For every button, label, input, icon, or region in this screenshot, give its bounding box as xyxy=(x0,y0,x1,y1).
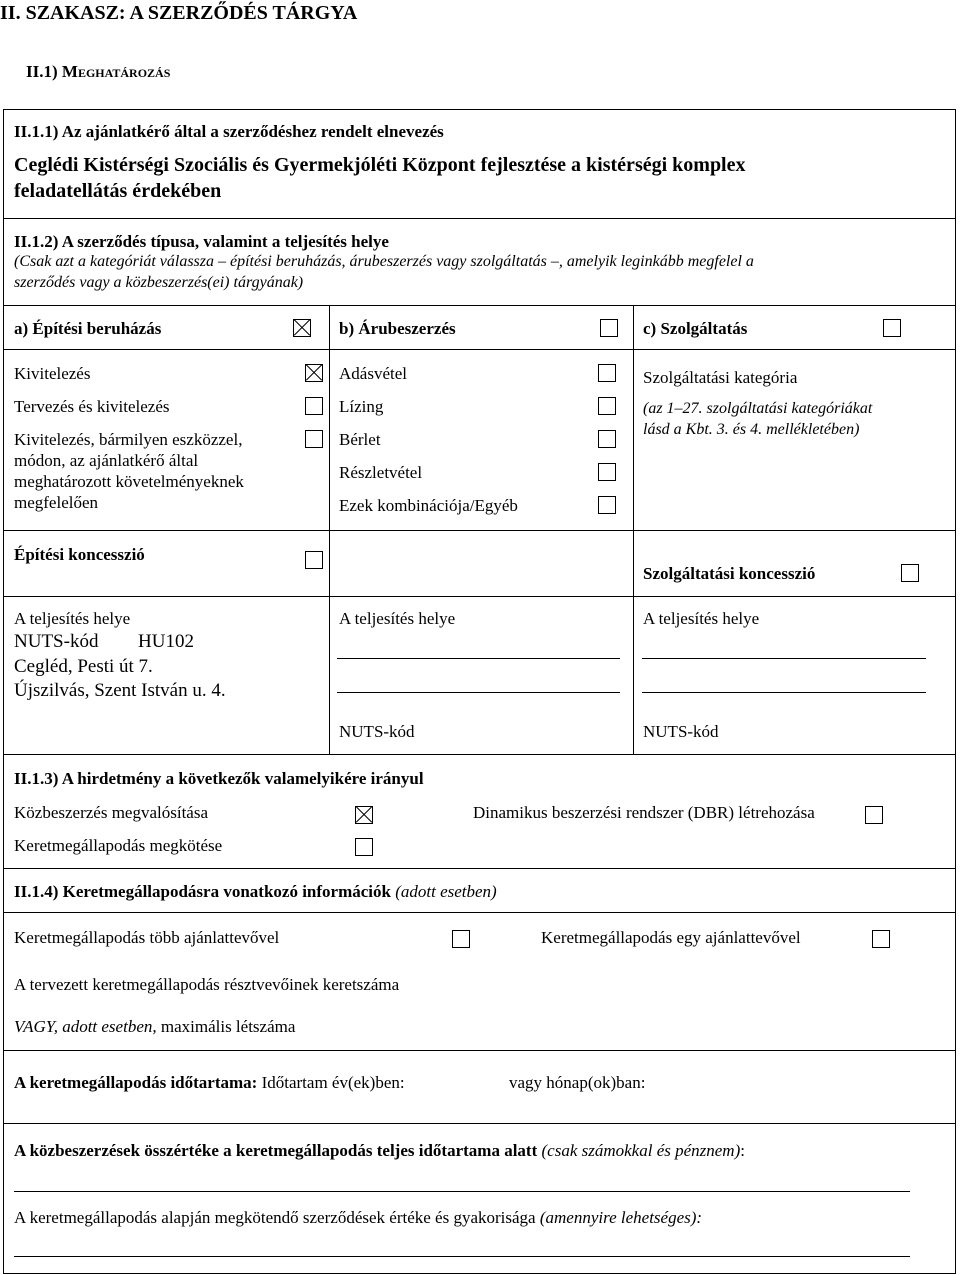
total-value-line xyxy=(14,1141,745,1161)
place-a-label: A teljesítés helye xyxy=(14,609,131,628)
place-b-field-line2[interactable] xyxy=(337,692,620,693)
place-c-label: A teljesítés helye xyxy=(643,609,760,628)
multi-framework-label: Keretmegállapodás több ajánlattevővel xyxy=(14,928,280,947)
option-tervezes-label: Tervezés és kivitelezés xyxy=(14,397,170,416)
place-a-nuts-value: HU102 xyxy=(138,631,194,652)
option-tervezes-checkbox[interactable] xyxy=(305,397,323,415)
contract-name-line1: Ceglédi Kistérségi Szociális és Gyermekjóléti Központ fejlesztése a kistérségi komplex xyxy=(14,154,746,176)
place-a-nuts-label: NUTS-kód xyxy=(14,631,99,652)
or-label: VAGY xyxy=(14,1017,54,1036)
duration-line xyxy=(14,1073,405,1093)
single-framework-label: Keretmegállapodás egy ajánlattevővel xyxy=(541,928,801,947)
contract-name-line2: feladatellátás érdekében xyxy=(14,180,222,202)
single-framework-checkbox[interactable] xyxy=(872,930,890,948)
category-a-checkbox[interactable] xyxy=(293,319,311,337)
option-barmilyen-label-line4: megfelelően xyxy=(14,493,99,512)
category-b-checkbox[interactable] xyxy=(600,319,618,337)
total-value-note: (csak számokkal és pénznem) xyxy=(541,1141,741,1160)
s112-note-line2: szerződés vagy a közbeszerzés(ei) tárgyának) xyxy=(14,274,304,291)
option-adasvetel-checkbox[interactable] xyxy=(598,364,616,382)
service-category-note-line2: lásd a Kbt. 3. és 4. mellékletében) xyxy=(643,421,860,438)
s114-label-note: (adott esetben) xyxy=(395,882,497,901)
contract-value-line xyxy=(14,1208,702,1228)
option-egyeb-label: Ezek kombinációja/Egyéb xyxy=(339,496,518,515)
option-reszletvetel-label: Részletvétel xyxy=(339,463,423,482)
contract-value-note: (amennyire lehetséges): xyxy=(539,1208,703,1227)
divider xyxy=(3,218,956,219)
build-concession-checkbox[interactable] xyxy=(305,551,323,569)
contract-value-label: A keretmegállapodás alapján megkötendő szerződések értéke és gyakorisága xyxy=(14,1208,536,1227)
planned-count-label: A tervezett keretmegállapodás résztvevőinek keretszáma xyxy=(14,975,400,994)
category-b-label: b) Árubeszerzés xyxy=(339,319,456,338)
place-a-address1: Cegléd, Pesti út 7. xyxy=(14,656,153,677)
place-b-label: A teljesítés helye xyxy=(339,609,456,628)
max-count-line xyxy=(14,1017,295,1037)
divider xyxy=(3,305,956,306)
total-value-colon: : xyxy=(740,1141,745,1160)
option-berlet-checkbox[interactable] xyxy=(598,430,616,448)
framework-label: Keretmegállapodás megkötése xyxy=(14,836,223,855)
category-c-checkbox[interactable] xyxy=(883,319,901,337)
dbr-checkbox[interactable] xyxy=(865,806,883,824)
option-kivitelezes-checkbox[interactable] xyxy=(305,364,323,382)
s114-label: II.1.4) Keretmegállapodásra vonatkozó információk xyxy=(14,882,391,901)
place-b-field-line1[interactable] xyxy=(337,658,620,659)
framework-checkbox[interactable] xyxy=(355,838,373,856)
divider xyxy=(3,530,956,531)
service-concession-label: Szolgáltatási koncesszió xyxy=(643,564,816,583)
divider xyxy=(3,912,956,913)
or-label-note: , adott esetben, xyxy=(53,1017,157,1036)
divider xyxy=(3,868,956,869)
divider xyxy=(3,1050,956,1051)
option-lizing-label: Lízing xyxy=(339,397,384,416)
option-egyeb-checkbox[interactable] xyxy=(598,496,616,514)
dbr-label: Dinamikus beszerzési rendszer (DBR) létrehozása xyxy=(473,803,815,822)
public-procurement-label: Közbeszerzés megvalósítása xyxy=(14,803,208,822)
duration-years-label: Időtartam év(ek)ben: xyxy=(257,1073,405,1092)
s112-note-line1: (Csak azt a kategóriát válassza – építési beruházás, árubeszerzés vagy szolgáltatás –, amelyik leginkább megfelel a xyxy=(14,253,754,270)
option-berlet-label: Bérlet xyxy=(339,430,381,449)
option-barmilyen-label-line2: módon, az ajánlatkérő által xyxy=(14,451,199,470)
max-count-label: maximális létszáma xyxy=(156,1017,296,1036)
place-a-address2: Újszilvás, Szent István u. 4. xyxy=(14,680,226,701)
multi-framework-checkbox[interactable] xyxy=(452,930,470,948)
service-category-label: Szolgáltatási kategória xyxy=(643,368,798,387)
place-c-field-line1[interactable] xyxy=(642,658,926,659)
option-reszletvetel-checkbox[interactable] xyxy=(598,463,616,481)
subsection-title: II.1) Meghatározás xyxy=(26,62,171,81)
divider xyxy=(3,754,956,755)
option-barmilyen-checkbox[interactable] xyxy=(305,430,323,448)
category-c-label: c) Szolgáltatás xyxy=(643,319,748,338)
public-procurement-checkbox[interactable] xyxy=(355,806,373,824)
s114-header xyxy=(14,882,497,902)
s111-label: II.1.1) Az ajánlatkérő által a szerződéshez rendelt elnevezés xyxy=(14,122,444,141)
option-lizing-checkbox[interactable] xyxy=(598,397,616,415)
divider xyxy=(3,349,956,350)
divider xyxy=(3,596,956,597)
contract-value-field[interactable] xyxy=(14,1256,910,1257)
option-barmilyen-label-line3: meghatározott követelményeknek xyxy=(14,472,244,491)
s113-label: II.1.3) A hirdetmény a következők valamelyikére irányul xyxy=(14,769,424,788)
place-c-nuts-label: NUTS-kód xyxy=(643,722,719,741)
build-concession-label: Építési koncesszió xyxy=(14,545,145,564)
s112-label: II.1.2) A szerződés típusa, valamint a teljesítés helye xyxy=(14,232,389,251)
option-adasvetel-label: Adásvétel xyxy=(339,364,407,383)
divider xyxy=(3,1123,956,1124)
category-a-label: a) Építési beruházás xyxy=(14,319,162,338)
duration-label: A keretmegállapodás időtartama: xyxy=(14,1073,258,1092)
total-value-label: A közbeszerzések összértéke a keretmegállapodás teljes időtartama alatt xyxy=(14,1141,538,1160)
duration-months-label: vagy hónap(ok)ban: xyxy=(509,1073,646,1092)
place-b-nuts-label: NUTS-kód xyxy=(339,722,415,741)
option-kivitelezes-label: Kivitelezés xyxy=(14,364,91,383)
service-category-note-line1: (az 1–27. szolgáltatási kategóriákat xyxy=(643,400,873,417)
section-title: II. SZAKASZ: A SZERZŐDÉS TÁRGYA xyxy=(0,2,358,24)
service-concession-checkbox[interactable] xyxy=(901,564,919,582)
option-barmilyen-label-line1: Kivitelezés, bármilyen eszközzel, xyxy=(14,430,243,449)
place-c-field-line2[interactable] xyxy=(642,692,926,693)
total-value-field[interactable] xyxy=(14,1191,910,1192)
